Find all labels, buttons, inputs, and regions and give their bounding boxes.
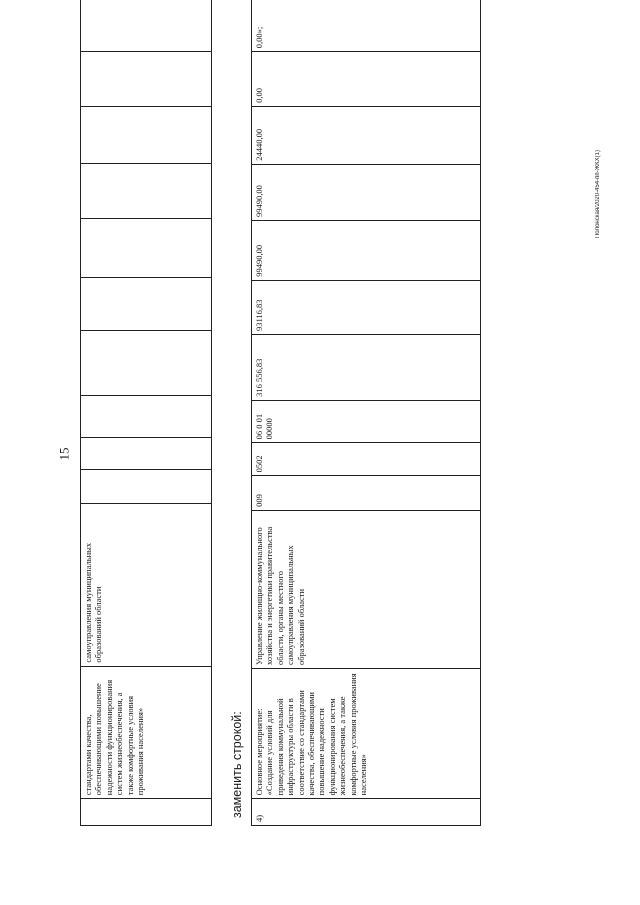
cell-year [81, 164, 212, 219]
cell-index [81, 799, 212, 826]
cell-year [81, 219, 212, 278]
cell-index: 4) [252, 799, 481, 826]
document-code: Полонская/2020-454-пп-ЖКХ(1) [595, 150, 601, 238]
replace-heading: заменить строкой: [230, 711, 244, 818]
table-row [81, 0, 212, 826]
cell-rzpr [81, 437, 212, 469]
cell-year-1: 93116,83 [252, 280, 481, 334]
cell-total [81, 331, 212, 396]
cell-csr [81, 395, 212, 437]
cell-executor: Управление жилищно-коммунального хозяйства и энергетики правительства области, органы местного самоуправления муниципальных образований области [252, 510, 481, 668]
cell-executor: самоуправления муниципальных образований области [81, 504, 212, 666]
cell-total: 316 556,83 [252, 335, 481, 401]
cell-year [81, 107, 212, 164]
cell-csr: 06 0 01 00000 [252, 400, 481, 442]
table-replacement-row [251, 0, 481, 826]
cell-name: Основное мероприятие: «Создание условий для приведения коммунальной инфраструктуры области в соответствие со стандартами качества, обеспечивающими повышение надежности функционирования систем жизнеобеспечения, а также комфортные условия проживания населения» [252, 669, 481, 799]
cell-year-2: 99490,00 [252, 220, 481, 280]
cell-rzpr: 0502 [252, 443, 481, 476]
cell-year-4: 24440,00 [252, 106, 481, 164]
table-fragment-top [80, 0, 212, 826]
cell-grbs [81, 470, 212, 504]
table-row [252, 0, 481, 826]
cell-year [81, 52, 212, 107]
cell-year [81, 0, 212, 52]
cell-year [81, 278, 212, 331]
page-number: 15 [56, 447, 72, 461]
cell-name: стандартами качества, обеспечивающими повышение надежности функционирования систем жизнеобеспечения, а также комфортные условия проживания населения» [81, 666, 212, 799]
cell-grbs: 009 [252, 476, 481, 510]
cell-year-3: 99490,00 [252, 164, 481, 220]
cell-year-5: 0,00 [252, 52, 481, 107]
cell-year-6: 0,00»; [252, 0, 481, 52]
rotated-content [80, 0, 580, 826]
